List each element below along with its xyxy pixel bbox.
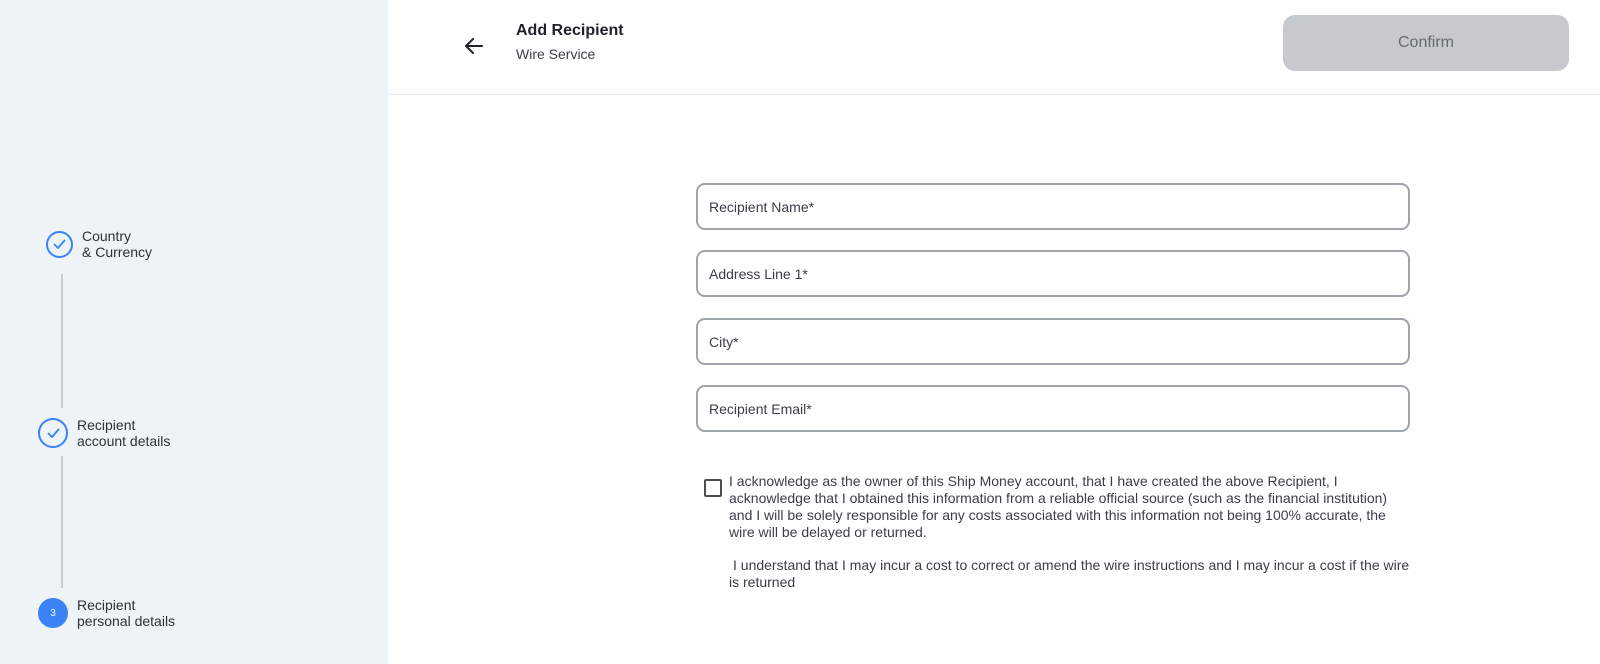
step-complete-icon [38,418,68,448]
page-title: Add Recipient [516,22,624,39]
city-field[interactable] [696,318,1410,365]
field-placeholder: Address Line 1* [709,265,808,282]
arrow-left-icon [465,38,483,54]
back-button[interactable] [460,32,488,60]
step-connector [61,274,63,408]
field-placeholder: Recipient Email* [709,400,812,417]
confirm-button[interactable]: Confirm [1283,15,1569,71]
step-label: Recipient personal details [77,597,176,629]
main-panel [388,0,1600,664]
step-complete-icon [46,231,73,258]
field-placeholder: City* [709,333,739,350]
step-recipient-personal-details [38,597,175,629]
step-country-currency [46,228,152,260]
page-subtitle: Wire Service [516,46,596,62]
step-number-badge: 3 [38,598,68,628]
field-placeholder: Recipient Name* [709,198,815,215]
step-connector [61,456,63,588]
acknowledge-checkbox[interactable] [704,479,722,497]
address-line-1-field[interactable] [696,250,1410,297]
stepper-sidebar [0,0,388,664]
cost-acknowledgement-text: I understand that I may incur a cost to correct or amend the wire instructions and I may incur a cost if the wire is returned [729,557,1410,590]
recipient-email-field[interactable] [696,385,1410,432]
acknowledgement-text: I acknowledge as the owner of this Ship Money account, that I have created the above Recipient, I acknowledge that I obtained this information from a reliable official source (such as the financial institution) and I will be solely responsible for any costs associated with this information not being 100% accurate, the wire will be delayed or returned. [729,473,1388,540]
step-label: Recipient account details [77,417,171,449]
step-label: Country & Currency [82,228,153,260]
step-recipient-account-details [38,417,170,449]
page-header [388,0,1600,95]
recipient-name-field[interactable] [696,183,1410,230]
